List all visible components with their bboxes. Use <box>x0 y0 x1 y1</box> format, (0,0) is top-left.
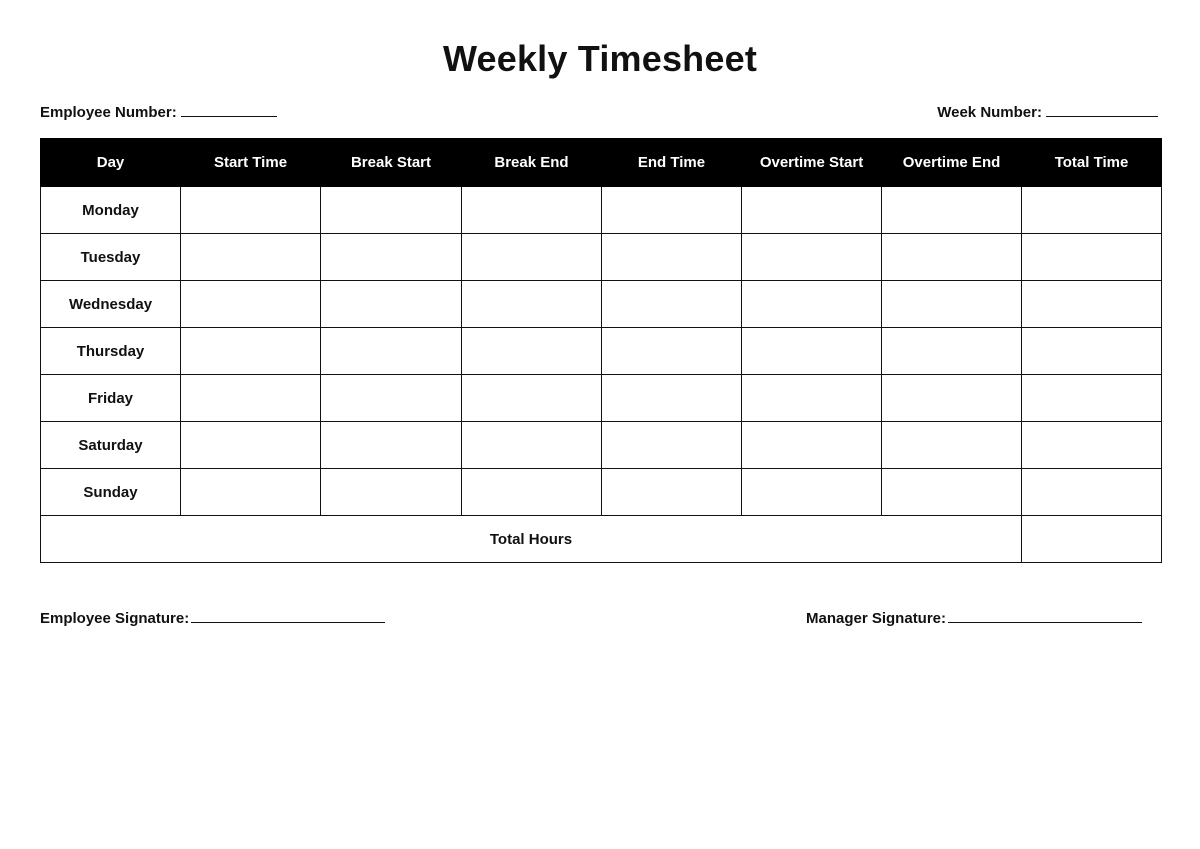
table-row <box>41 422 1162 469</box>
overtime-end-cell[interactable] <box>882 422 1022 469</box>
day-label: Friday <box>41 375 181 422</box>
break-start-cell[interactable] <box>321 328 462 375</box>
start-time-cell[interactable] <box>181 328 321 375</box>
day-label: Sunday <box>41 469 181 516</box>
day-label: Wednesday <box>41 281 181 328</box>
overtime-end-cell[interactable] <box>882 375 1022 422</box>
employee-number-field[interactable] <box>40 102 277 121</box>
total-time-cell[interactable] <box>1022 328 1162 375</box>
break-end-cell[interactable] <box>462 469 602 516</box>
total-hours-cell[interactable] <box>1022 516 1162 563</box>
column-header-overtime-end: Overtime End <box>882 139 1022 187</box>
start-time-cell[interactable] <box>181 422 321 469</box>
column-header-break-start: Break Start <box>321 139 462 187</box>
total-time-cell[interactable] <box>1022 187 1162 234</box>
break-start-cell[interactable] <box>321 469 462 516</box>
manager-signature-blank-line[interactable] <box>948 608 1142 623</box>
table-row <box>41 375 1162 422</box>
break-end-cell[interactable] <box>462 234 602 281</box>
employee-number-label: Employee Number: <box>40 104 177 121</box>
column-header-break-end: Break End <box>462 139 602 187</box>
overtime-end-cell[interactable] <box>882 328 1022 375</box>
end-time-cell[interactable] <box>602 234 742 281</box>
start-time-cell[interactable] <box>181 469 321 516</box>
table-row <box>41 281 1162 328</box>
week-number-field[interactable] <box>937 102 1158 121</box>
end-time-cell[interactable] <box>602 187 742 234</box>
overtime-start-cell[interactable] <box>742 422 882 469</box>
employee-number-blank-line[interactable] <box>181 102 277 117</box>
overtime-end-cell[interactable] <box>882 281 1022 328</box>
total-time-cell[interactable] <box>1022 422 1162 469</box>
column-header-overtime-start: Overtime Start <box>742 139 882 187</box>
overtime-start-cell[interactable] <box>742 281 882 328</box>
employee-signature-blank-line[interactable] <box>191 608 385 623</box>
employee-signature-field[interactable] <box>40 608 385 627</box>
break-end-cell[interactable] <box>462 422 602 469</box>
start-time-cell[interactable] <box>181 187 321 234</box>
overtime-end-cell[interactable] <box>882 187 1022 234</box>
employee-signature-label: Employee Signature: <box>40 610 190 627</box>
table-row <box>41 234 1162 281</box>
manager-signature-field[interactable] <box>806 608 1142 627</box>
overtime-end-cell[interactable] <box>882 469 1022 516</box>
end-time-cell[interactable] <box>602 281 742 328</box>
day-label: Monday <box>41 187 181 234</box>
table-row <box>41 187 1162 234</box>
start-time-cell[interactable] <box>181 234 321 281</box>
manager-signature-label: Manager Signature: <box>806 610 947 627</box>
overtime-end-cell[interactable] <box>882 234 1022 281</box>
column-header-start-time: Start Time <box>181 139 321 187</box>
overtime-start-cell[interactable] <box>742 328 882 375</box>
column-header-end-time: End Time <box>602 139 742 187</box>
start-time-cell[interactable] <box>181 375 321 422</box>
table-row <box>41 469 1162 516</box>
total-hours-label: Total Hours <box>41 516 1022 563</box>
overtime-start-cell[interactable] <box>742 187 882 234</box>
total-time-cell[interactable] <box>1022 281 1162 328</box>
end-time-cell[interactable] <box>602 375 742 422</box>
column-header-total-time: Total Time <box>1022 139 1162 187</box>
break-start-cell[interactable] <box>321 281 462 328</box>
day-label: Tuesday <box>41 234 181 281</box>
break-end-cell[interactable] <box>462 187 602 234</box>
overtime-start-cell[interactable] <box>742 375 882 422</box>
break-end-cell[interactable] <box>462 375 602 422</box>
break-end-cell[interactable] <box>462 281 602 328</box>
overtime-start-cell[interactable] <box>742 234 882 281</box>
day-label: Thursday <box>41 328 181 375</box>
week-number-blank-line[interactable] <box>1046 102 1158 117</box>
timesheet-table <box>40 138 1162 563</box>
day-label: Saturday <box>41 422 181 469</box>
end-time-cell[interactable] <box>602 328 742 375</box>
page-title: Weekly Timesheet <box>442 38 758 79</box>
table-row <box>41 328 1162 375</box>
end-time-cell[interactable] <box>602 469 742 516</box>
overtime-start-cell[interactable] <box>742 469 882 516</box>
break-start-cell[interactable] <box>321 422 462 469</box>
break-start-cell[interactable] <box>321 187 462 234</box>
week-number-label: Week Number: <box>937 104 1042 121</box>
total-time-cell[interactable] <box>1022 469 1162 516</box>
break-start-cell[interactable] <box>321 375 462 422</box>
column-header-day: Day <box>41 139 181 187</box>
break-end-cell[interactable] <box>462 328 602 375</box>
table-header-row <box>41 139 1162 187</box>
break-start-cell[interactable] <box>321 234 462 281</box>
total-time-cell[interactable] <box>1022 234 1162 281</box>
total-hours-row <box>41 516 1162 563</box>
start-time-cell[interactable] <box>181 281 321 328</box>
end-time-cell[interactable] <box>602 422 742 469</box>
total-time-cell[interactable] <box>1022 375 1162 422</box>
